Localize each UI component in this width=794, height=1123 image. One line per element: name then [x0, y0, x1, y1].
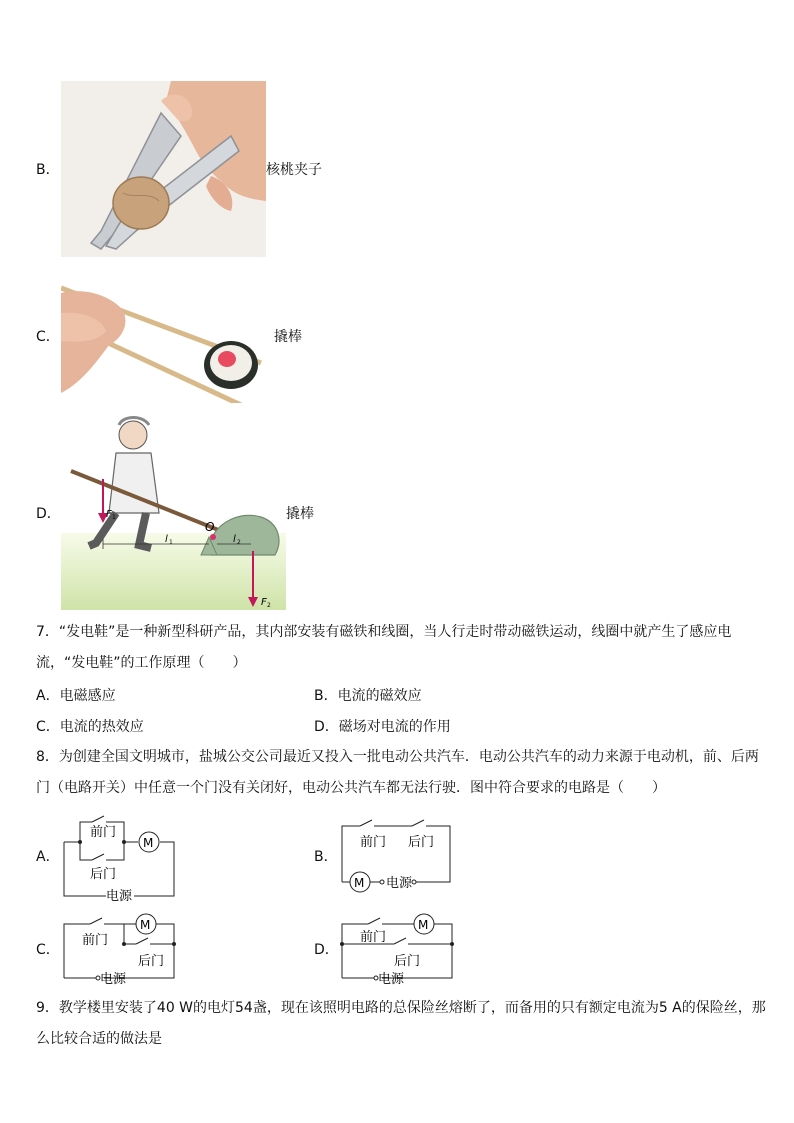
q7-option-c: C．电流的热效应	[36, 719, 144, 735]
q8-option-a-letter: A．	[36, 849, 60, 865]
question-7-stem: 7．“发电鞋”是一种新型科研产品，其内部安装有磁铁和线圈，当人行走时带动磁铁运动，线圈中就产生了感应电流，“发电鞋”的工作原理（ ）	[36, 624, 732, 671]
q7-option-a: A．电磁感应	[36, 688, 116, 704]
circuit-b	[336, 814, 456, 894]
question-8-stem: 8．为创建全国文明城市，盐城公交公司最近又投入一批电动公共汽车．电动公共汽车的动力来源于电动机，前、后两门（电路开关）中任意一个门没有关闭好，电动公共汽车都无法行驶．图中符合要求的电路是（ ）	[36, 749, 759, 796]
circuit-c-front-door: 前门	[82, 933, 109, 948]
option-c-label: 撬棒	[274, 329, 302, 345]
f2-sub: 2	[267, 602, 271, 609]
walnut-cracker-image	[61, 81, 266, 257]
circuit-c	[60, 910, 180, 988]
option-b-label: 核桃夹子	[266, 162, 322, 178]
circuit-c-power: 电源	[100, 972, 127, 987]
option-b-letter: B．	[36, 162, 60, 178]
option-d-letter: D．	[36, 506, 61, 522]
circuit-d-back-door: 后门	[394, 954, 421, 969]
q8-option-d-letter: D．	[314, 942, 339, 958]
circuit-b-back-door: 后门	[408, 835, 435, 850]
l2-label: l	[233, 534, 236, 545]
crowbar-lever-image	[61, 413, 286, 610]
question-9-stem: 9．教学楼里安装了40 W的电灯54盏，现在该照明电路的总保险丝熔断了，而备用的只有额定电流为5 A的保险丝，那么比较合适的做法是	[36, 1000, 766, 1047]
f1-sub: 1	[112, 514, 116, 521]
circuit-d-motor: M	[418, 918, 429, 932]
circuit-a-front-door: 前门	[90, 825, 117, 840]
circuit-a-power: 电源	[106, 889, 133, 904]
circuit-a-motor: M	[143, 836, 154, 850]
circuit-d-front-door: 前门	[360, 930, 387, 945]
l2-sub: 2	[237, 539, 241, 546]
q7-option-d: D．磁场对电流的作用	[314, 719, 451, 735]
circuit-c-back-door: 后门	[138, 954, 165, 969]
l1-sub: 1	[169, 539, 173, 546]
circuit-b-motor: M	[354, 876, 365, 890]
option-c-letter: C．	[36, 329, 60, 345]
circuit-c-motor: M	[140, 918, 151, 932]
f2-label: F	[261, 597, 267, 608]
circuit-b-power: 电源	[386, 876, 413, 891]
l1-label: l	[165, 534, 168, 545]
circuit-d	[338, 910, 458, 988]
circuit-a	[60, 814, 180, 904]
q8-option-c-letter: C．	[36, 942, 60, 958]
q8-option-b-letter: B．	[314, 849, 338, 865]
f1-label: F	[106, 509, 112, 520]
circuit-a-back-door: 后门	[90, 867, 117, 882]
q7-option-b: B．电流的磁效应	[314, 688, 422, 704]
option-d-label: 撬棒	[286, 506, 314, 522]
circuit-d-power: 电源	[378, 972, 405, 987]
chopsticks-image	[61, 283, 270, 403]
fulcrum-label: O	[205, 520, 215, 534]
circuit-b-front-door: 前门	[360, 835, 387, 850]
